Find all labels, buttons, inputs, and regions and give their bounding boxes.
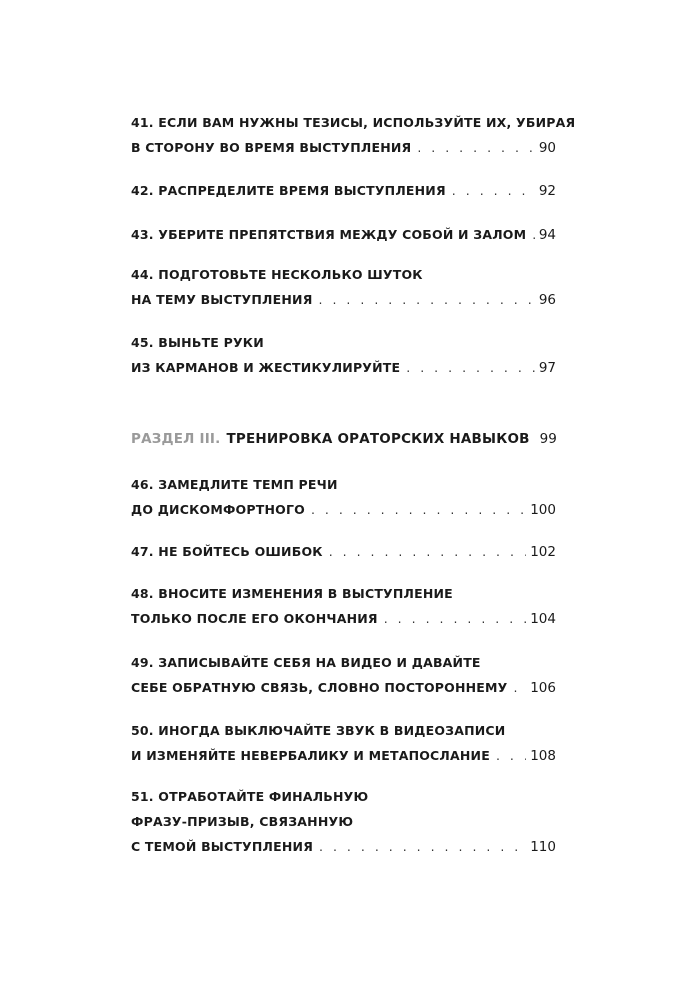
entry-title: В СТОРОНУ ВО ВРЕМЯ ВЫСТУПЛЕНИЯ — [131, 140, 412, 155]
entry-line — [131, 222, 556, 248]
entry-line — [131, 539, 556, 565]
dot-leader — [319, 287, 535, 312]
entry-title: ИЗ КАРМАНОВ И ЖЕСТИКУЛИРУЙТЕ — [131, 360, 401, 375]
entry-line — [131, 809, 556, 834]
page-number: 110 — [530, 839, 556, 855]
page-number: 104 — [530, 611, 556, 627]
entry-title: 45. ВЫНЬТЕ РУКИ — [131, 335, 264, 350]
entry-line — [131, 834, 556, 860]
toc-entry-47[interactable] — [131, 539, 556, 565]
page-number: 92 — [538, 183, 556, 199]
dot-leader — [329, 539, 527, 564]
dot-leader — [514, 675, 527, 700]
entry-title: 46. ЗАМЕДЛИТЕ ТЕМП РЕЧИ — [131, 477, 338, 492]
entry-title: С ТЕМОЙ ВЫСТУПЛЕНИЯ — [131, 839, 314, 854]
page-number: 108 — [530, 748, 556, 764]
entry-title: И ИЗМЕНЯЙТЕ НЕВЕРБАЛИКУ И МЕТАПОСЛАНИЕ — [131, 748, 490, 763]
entry-title: НА ТЕМУ ВЫСТУПЛЕНИЯ — [131, 292, 313, 307]
entry-line — [131, 110, 576, 135]
entry-title: 50. ИНОГДА ВЫКЛЮЧАЙТЕ ЗВУК В ВИДЕОЗАПИСИ — [131, 723, 506, 738]
dot-leader — [311, 497, 526, 522]
entry-line — [131, 718, 556, 743]
dot-leader — [452, 178, 535, 203]
entry-title: 51. ОТРАБОТАЙТЕ ФИНАЛЬНУЮ — [131, 789, 369, 804]
entry-line — [131, 650, 556, 675]
section-label: РАЗДЕЛ III. — [131, 431, 221, 447]
entry-line — [131, 178, 556, 204]
page-number: 106 — [530, 680, 556, 696]
dot-leader — [319, 834, 526, 859]
entry-line — [131, 606, 556, 632]
section-title: ТРЕНИРОВКА ОРАТОРСКИХ НАВЫКОВ — [226, 431, 530, 447]
page-number: 96 — [538, 292, 556, 308]
entry-line — [131, 675, 556, 701]
toc-entry-41[interactable] — [131, 110, 576, 161]
entry-line — [131, 497, 556, 523]
toc-entry-48[interactable] — [131, 581, 556, 632]
dot-leader — [496, 743, 526, 768]
toc-entry-42[interactable] — [131, 178, 556, 204]
dot-leader — [406, 355, 535, 380]
entry-title: 44. ПОДГОТОВЬТЕ НЕСКОЛЬКО ШУТОК — [131, 267, 423, 282]
entry-line — [131, 287, 556, 313]
entry-line — [131, 784, 556, 809]
entry-title: 47. НЕ БОЙТЕСЬ ОШИБОК — [131, 544, 323, 559]
entry-line — [131, 472, 556, 497]
entry-line — [131, 262, 556, 287]
entry-line — [131, 743, 556, 769]
entry-line — [131, 427, 556, 452]
entry-title: 41. ЕСЛИ ВАМ НУЖНЫ ТЕЗИСЫ, ИСПОЛЬЗУЙТЕ ИХ, УБИРАЯ — [131, 115, 576, 130]
toc-entry-44[interactable] — [131, 262, 556, 313]
entry-line — [131, 135, 556, 161]
entry-title: ДО ДИСКОМФОРТНОГО — [131, 502, 305, 517]
page-number: 102 — [530, 544, 556, 560]
entry-title: ФРАЗУ-ПРИЗЫВ, СВЯЗАННУЮ — [131, 814, 354, 829]
toc-section-3[interactable] — [131, 427, 556, 452]
toc-entry-46[interactable] — [131, 472, 556, 523]
dot-leader — [417, 135, 534, 160]
toc-entry-51[interactable] — [131, 784, 556, 860]
page-number: 99 — [539, 431, 557, 447]
entry-title: 43. УБЕРИТЕ ПРЕПЯТСТВИЯ МЕЖДУ СОБОЙ И ЗАЛОМ — [131, 227, 527, 242]
entry-line — [131, 330, 556, 355]
entry-title: СЕБЕ ОБРАТНУЮ СВЯЗЬ, СЛОВНО ПОСТОРОННЕМУ — [131, 680, 508, 695]
page-number: 97 — [538, 360, 556, 376]
page-number: 94 — [538, 227, 556, 243]
entry-title: 49. ЗАПИСЫВАЙТЕ СЕБЯ НА ВИДЕО И ДАВАЙТЕ — [131, 655, 481, 670]
page-number: 100 — [530, 502, 556, 518]
toc-entry-50[interactable] — [131, 718, 556, 769]
dot-leader — [532, 222, 535, 247]
entry-line — [131, 355, 556, 381]
entry-title: 48. ВНОСИТЕ ИЗМЕНЕНИЯ В ВЫСТУПЛЕНИЕ — [131, 586, 453, 601]
page-number: 90 — [538, 140, 556, 156]
toc-entry-43[interactable] — [131, 222, 556, 248]
entry-title: ТОЛЬКО ПОСЛЕ ЕГО ОКОНЧАНИЯ — [131, 611, 378, 626]
entry-line — [131, 581, 556, 606]
toc-entry-45[interactable] — [131, 330, 556, 381]
toc-entry-49[interactable] — [131, 650, 556, 701]
entry-title: 42. РАСПРЕДЕЛИТЕ ВРЕМЯ ВЫСТУПЛЕНИЯ — [131, 183, 446, 198]
dot-leader — [384, 606, 526, 631]
